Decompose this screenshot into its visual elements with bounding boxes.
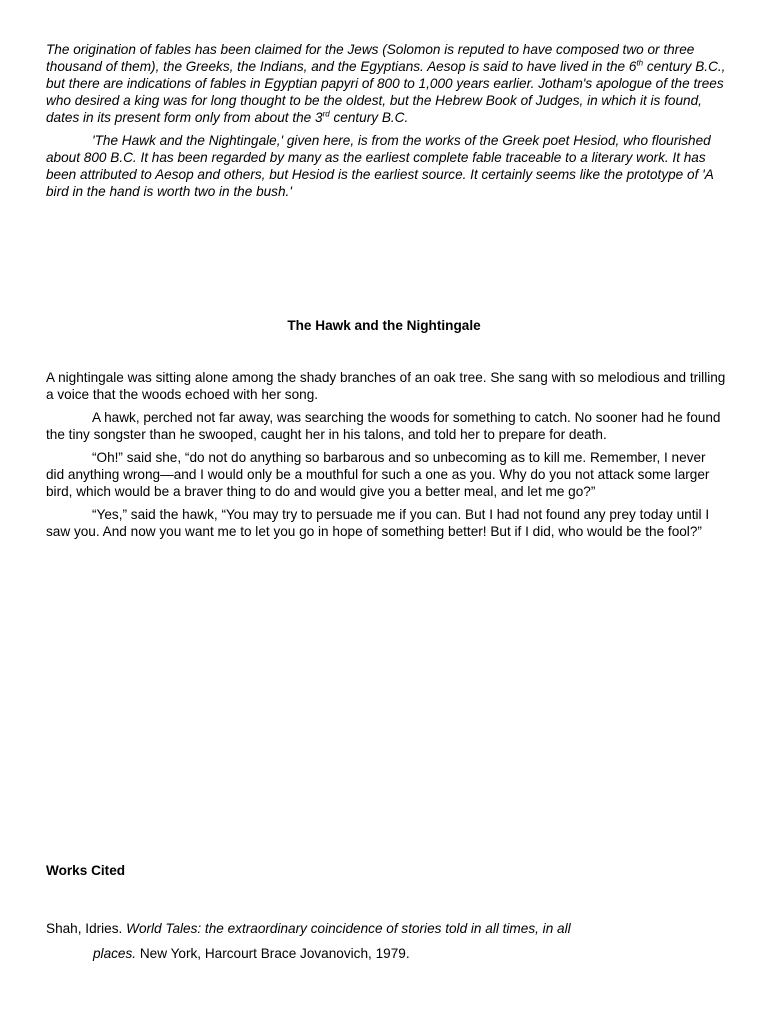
citation-author: Shah, Idries.	[46, 921, 127, 936]
works-cited-entry	[46, 916, 726, 966]
story-title: The Hawk and the Nightingale	[287, 318, 481, 333]
story-paragraph-1: A nightingale was sitting alone among the shady branches of an oak tree. She sang with so melodious and trilling a voice that the woods echoed with her song.	[46, 370, 726, 402]
story-paragraph-2: A hawk, perched not far away, was searching the woods for something to catch. No sooner had he found the tiny songster than he swooped, caught her in his talons, and told her to prepare for death.	[46, 410, 721, 442]
story-paragraph-3: “Oh!” said she, “do not do anything so barbarous and so unbecoming as to kill me. Remember, I never did anything wrong—and I would only be a mouthful for such a one as you. Why do you not attack some larger bird, which would be a braver thing to do and would give you a better meal, and let me go?”	[46, 450, 710, 499]
intro-text-1a: The origination of fables has been claimed for the Jews (Solomon is reputed to have composed two or three thousand of them), the Greeks, the Indians, and the Egyptians. Aesop is said to have lived in the 6	[46, 42, 695, 74]
intro-paragraph-1	[46, 41, 726, 126]
superscript-rd: rd	[322, 109, 330, 119]
story-paragraph-4: “Yes,” said the hawk, “You may try to persuade me if you can. But I had not found any prey today until I saw you. And now you want me to let you go in hope of something better! But if I did, who would be the fool?”	[46, 507, 710, 539]
works-cited-heading: Works Cited	[46, 863, 126, 878]
intro-paragraph-2: 'The Hawk and the Nightingale,' given here, is from the works of the Greek poet Hesiod, who flourished about 800 B.C. It has been regarded by many as the earliest complete fable traceable to a literary work. It has been attributed to Aesop and others, but Hesiod is the earliest source. It certainly seems like the prototype of 'A bird in the hand is worth two in the bush.'	[46, 133, 714, 199]
story-body	[46, 369, 726, 540]
superscript-th: th	[636, 58, 644, 68]
citation-title-part-2: places.	[93, 946, 137, 961]
citation-line-2	[46, 941, 726, 966]
citation-line-1	[46, 916, 726, 941]
intro-text-1b: century B.C., but there are indications of fables in Egyptian papyri of 800 to 1,000 years earlier. Jotham's apologue of the trees who desired a king was for long thought to be the oldest, but the Hebrew Book of Judges, in which it is found, dates in its present form only from about the 3	[46, 59, 726, 125]
introduction	[46, 41, 726, 200]
intro-text-1c: century B.C.	[329, 110, 409, 125]
citation-title-part-1: World Tales: the extraordinary coincidence of stories told in all times, in all	[126, 921, 571, 936]
citation-publisher: New York, Harcourt Brace Jovanovich, 1979.	[136, 946, 410, 961]
